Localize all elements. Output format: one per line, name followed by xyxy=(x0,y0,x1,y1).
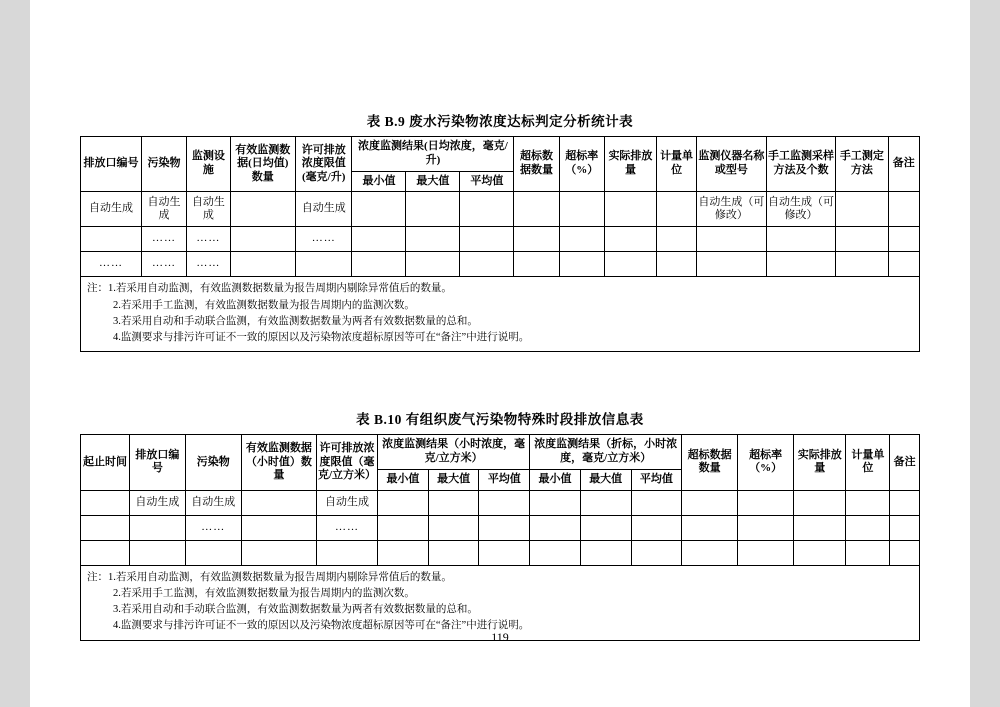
note-line: 4.监测要求与排污许可证不一致的原因以及污染物浓度超标原因等可在“备注”中进行说明。 xyxy=(113,332,530,344)
cell-unit xyxy=(657,192,697,227)
cell-manual-method-count xyxy=(766,227,836,252)
cell-exceed-count xyxy=(514,227,559,252)
cell-manual-method-count xyxy=(766,252,836,277)
cell-exceed-rate xyxy=(738,515,794,540)
th-conc-group-2: 浓度监测结果（折标，小时浓度，毫克/立方米） xyxy=(530,435,682,470)
cell-exceed-count xyxy=(514,252,559,277)
cell-conc-min xyxy=(352,227,406,252)
document-page xyxy=(30,0,970,707)
cell-remark xyxy=(890,490,920,515)
th-conc-max: 最大值 xyxy=(406,171,460,192)
th-g2-max: 最大值 xyxy=(580,469,631,490)
cell-g2-min xyxy=(530,540,581,565)
cell-conc-min xyxy=(352,252,406,277)
cell-valid-data-count xyxy=(230,227,295,252)
cell-valid-data-count xyxy=(241,490,316,515)
cell-conc-min xyxy=(352,192,406,227)
th-g1-min: 最小值 xyxy=(378,469,429,490)
th-actual-emission: 实际排放量 xyxy=(604,137,656,192)
cell-pollutant: 自动生成 xyxy=(185,490,241,515)
th-time-range: 起止时间 xyxy=(81,435,130,490)
th-conc-group-1: 浓度监测结果（小时浓度，毫克/立方米） xyxy=(378,435,530,470)
cell-exceed-rate xyxy=(738,540,794,565)
cell-outlet-no xyxy=(129,540,185,565)
cell-unit xyxy=(657,252,697,277)
cell-conc-avg xyxy=(460,192,514,227)
table-b9-header-row-1 xyxy=(81,137,920,172)
cell-outlet-no: 自动生成 xyxy=(129,490,185,515)
th-actual-emission: 实际排放量 xyxy=(794,435,846,490)
th-unit: 计量单位 xyxy=(846,435,890,490)
cell-valid-data-count xyxy=(230,252,295,277)
cell-unit xyxy=(846,540,890,565)
cell-g2-max xyxy=(580,540,631,565)
cell-exceed-rate xyxy=(738,490,794,515)
cell-remark xyxy=(890,515,920,540)
cell-g1-min xyxy=(378,490,429,515)
cell-exceed-count xyxy=(682,540,738,565)
cell-conc-max xyxy=(406,227,460,252)
cell-remark xyxy=(888,227,920,252)
table-b9-notes-row xyxy=(81,277,920,352)
th-instrument-name: 监测仪器名称或型号 xyxy=(697,137,767,192)
cell-time-range xyxy=(81,515,130,540)
table-row xyxy=(81,490,920,515)
cell-exceed-count xyxy=(682,490,738,515)
cell-g1-avg xyxy=(479,515,530,540)
cell-unit xyxy=(657,227,697,252)
cell-outlet-no: …… xyxy=(81,252,142,277)
page-number: 119 xyxy=(491,630,509,644)
table-row xyxy=(81,515,920,540)
cell-permit-limit xyxy=(295,252,352,277)
cell-g2-min xyxy=(530,490,581,515)
th-outlet-no: 排放口编号 xyxy=(81,137,142,192)
note-line: 注：1.若采用自动监测，有效监测数据数量为报告周期内剔除异常值后的数量。 xyxy=(87,571,452,583)
table-b9-title: 表 B.9 废水污染物浓度达标判定分析统计表 xyxy=(366,114,634,129)
cell-time-range xyxy=(81,490,130,515)
cell-exceed-count xyxy=(514,192,559,227)
table-b10-notes xyxy=(81,565,920,640)
cell-g2-avg xyxy=(631,515,682,540)
table-b10-notes-row xyxy=(81,565,920,640)
table-row xyxy=(81,540,920,565)
cell-permit-limit: 自动生成 xyxy=(316,490,377,515)
th-exceed-count: 超标数据数量 xyxy=(682,435,738,490)
cell-exceed-rate xyxy=(559,227,604,252)
note-line: 注：1.若采用自动监测，有效监测数据数量为报告周期内剔除异常值后的数量。 xyxy=(87,283,452,295)
cell-g1-max xyxy=(428,540,479,565)
cell-unit xyxy=(846,515,890,540)
table-row xyxy=(81,227,920,252)
page-content xyxy=(80,110,920,641)
th-g1-avg: 平均值 xyxy=(479,469,530,490)
th-monitor-facility: 监测设施 xyxy=(187,137,231,192)
cell-g1-avg xyxy=(479,490,530,515)
cell-monitor-facility: …… xyxy=(187,252,231,277)
cell-permit-limit: 自动生成 xyxy=(295,192,352,227)
cell-g2-min xyxy=(530,515,581,540)
cell-actual-emission xyxy=(794,540,846,565)
note-line: 4.监测要求与排污许可证不一致的原因以及污染物浓度超标原因等可在“备注”中进行说明。 xyxy=(113,620,530,632)
cell-pollutant: …… xyxy=(141,227,186,252)
note-line: 3.若采用自动和手动联合监测，有效监测数据数量为两者有效数据数量的总和。 xyxy=(113,604,478,616)
th-g1-max: 最大值 xyxy=(428,469,479,490)
cell-monitor-facility: 自动生成 xyxy=(187,192,231,227)
cell-g1-min xyxy=(378,515,429,540)
cell-g1-max xyxy=(428,515,479,540)
cell-actual-emission xyxy=(604,252,656,277)
th-conc-avg: 平均值 xyxy=(460,171,514,192)
cell-manual-method-count: 自动生成（可修改） xyxy=(766,192,836,227)
th-conc-result-group: 浓度监测结果(日均浓度，毫克/升) xyxy=(352,137,514,172)
cell-manual-method xyxy=(836,192,888,227)
cell-valid-data-count xyxy=(241,515,316,540)
cell-g2-max xyxy=(580,515,631,540)
table-b9-notes xyxy=(81,277,920,352)
cell-instrument-name xyxy=(697,227,767,252)
note-line: 2.若采用手工监测，有效监测数据数量为报告周期内的监测次数。 xyxy=(113,299,415,311)
th-permit-limit: 许可排放浓度限值(毫克/升) xyxy=(295,137,352,192)
table-gap xyxy=(80,352,920,408)
th-unit: 计量单位 xyxy=(657,137,697,192)
th-valid-data-count: 有效监测数据（小时值）数量 xyxy=(241,435,316,490)
cell-exceed-rate xyxy=(559,192,604,227)
th-exceed-rate: 超标率（%） xyxy=(738,435,794,490)
th-remark: 备注 xyxy=(890,435,920,490)
cell-actual-emission xyxy=(794,490,846,515)
table-row xyxy=(81,252,920,277)
cell-permit-limit: …… xyxy=(316,515,377,540)
note-line: 2.若采用手工监测，有效监测数据数量为报告周期内的监测次数。 xyxy=(113,587,415,599)
cell-pollutant: 自动生成 xyxy=(141,192,186,227)
cell-valid-data-count xyxy=(241,540,316,565)
th-conc-min: 最小值 xyxy=(352,171,406,192)
cell-g2-avg xyxy=(631,490,682,515)
cell-instrument-name: 自动生成（可修改） xyxy=(697,192,767,227)
cell-actual-emission xyxy=(604,227,656,252)
cell-g1-avg xyxy=(479,540,530,565)
th-outlet-no: 排放口编号 xyxy=(129,435,185,490)
cell-conc-avg xyxy=(460,252,514,277)
cell-g2-max xyxy=(580,490,631,515)
cell-outlet-no: 自动生成 xyxy=(81,192,142,227)
cell-unit xyxy=(846,490,890,515)
cell-remark xyxy=(890,540,920,565)
th-g2-min: 最小值 xyxy=(530,469,581,490)
cell-outlet-no xyxy=(129,515,185,540)
note-line: 3.若采用自动和手动联合监测，有效监测数据数量为两者有效数据数量的总和。 xyxy=(113,315,478,327)
cell-permit-limit xyxy=(316,540,377,565)
table-row xyxy=(81,192,920,227)
cell-conc-max xyxy=(406,192,460,227)
th-permit-limit: 许可排放浓度限值（毫克/立方米） xyxy=(316,435,377,490)
table-b10-title: 表 B.10 有组织废气污染物特殊时段排放信息表 xyxy=(356,412,644,428)
cell-outlet-no xyxy=(81,227,142,252)
th-remark: 备注 xyxy=(888,137,920,192)
cell-instrument-name xyxy=(697,252,767,277)
cell-remark xyxy=(888,192,920,227)
cell-permit-limit: …… xyxy=(295,227,352,252)
cell-actual-emission xyxy=(604,192,656,227)
cell-g1-min xyxy=(378,540,429,565)
th-g2-avg: 平均值 xyxy=(631,469,682,490)
cell-exceed-rate xyxy=(559,252,604,277)
th-valid-data-count: 有效监测数据(日均值)数量 xyxy=(230,137,295,192)
cell-g1-max xyxy=(428,490,479,515)
th-pollutant: 污染物 xyxy=(141,137,186,192)
cell-time-range xyxy=(81,540,130,565)
cell-actual-emission xyxy=(794,515,846,540)
th-exceed-count: 超标数据数量 xyxy=(514,137,559,192)
cell-exceed-count xyxy=(682,515,738,540)
cell-pollutant xyxy=(185,540,241,565)
th-pollutant: 污染物 xyxy=(185,435,241,490)
cell-monitor-facility: …… xyxy=(187,227,231,252)
cell-remark xyxy=(888,252,920,277)
cell-manual-method xyxy=(836,227,888,252)
cell-g2-avg xyxy=(631,540,682,565)
cell-pollutant: …… xyxy=(185,515,241,540)
cell-manual-method xyxy=(836,252,888,277)
cell-conc-max xyxy=(406,252,460,277)
th-manual-method: 手工测定方法 xyxy=(836,137,888,192)
table-b10-header-row-1 xyxy=(81,435,920,470)
th-exceed-rate: 超标率（%） xyxy=(559,137,604,192)
th-manual-method-count: 手工监测采样方法及个数 xyxy=(766,137,836,192)
table-b9 xyxy=(80,136,920,352)
cell-conc-avg xyxy=(460,227,514,252)
cell-valid-data-count xyxy=(230,192,295,227)
table-b10 xyxy=(80,434,920,640)
cell-pollutant: …… xyxy=(141,252,186,277)
